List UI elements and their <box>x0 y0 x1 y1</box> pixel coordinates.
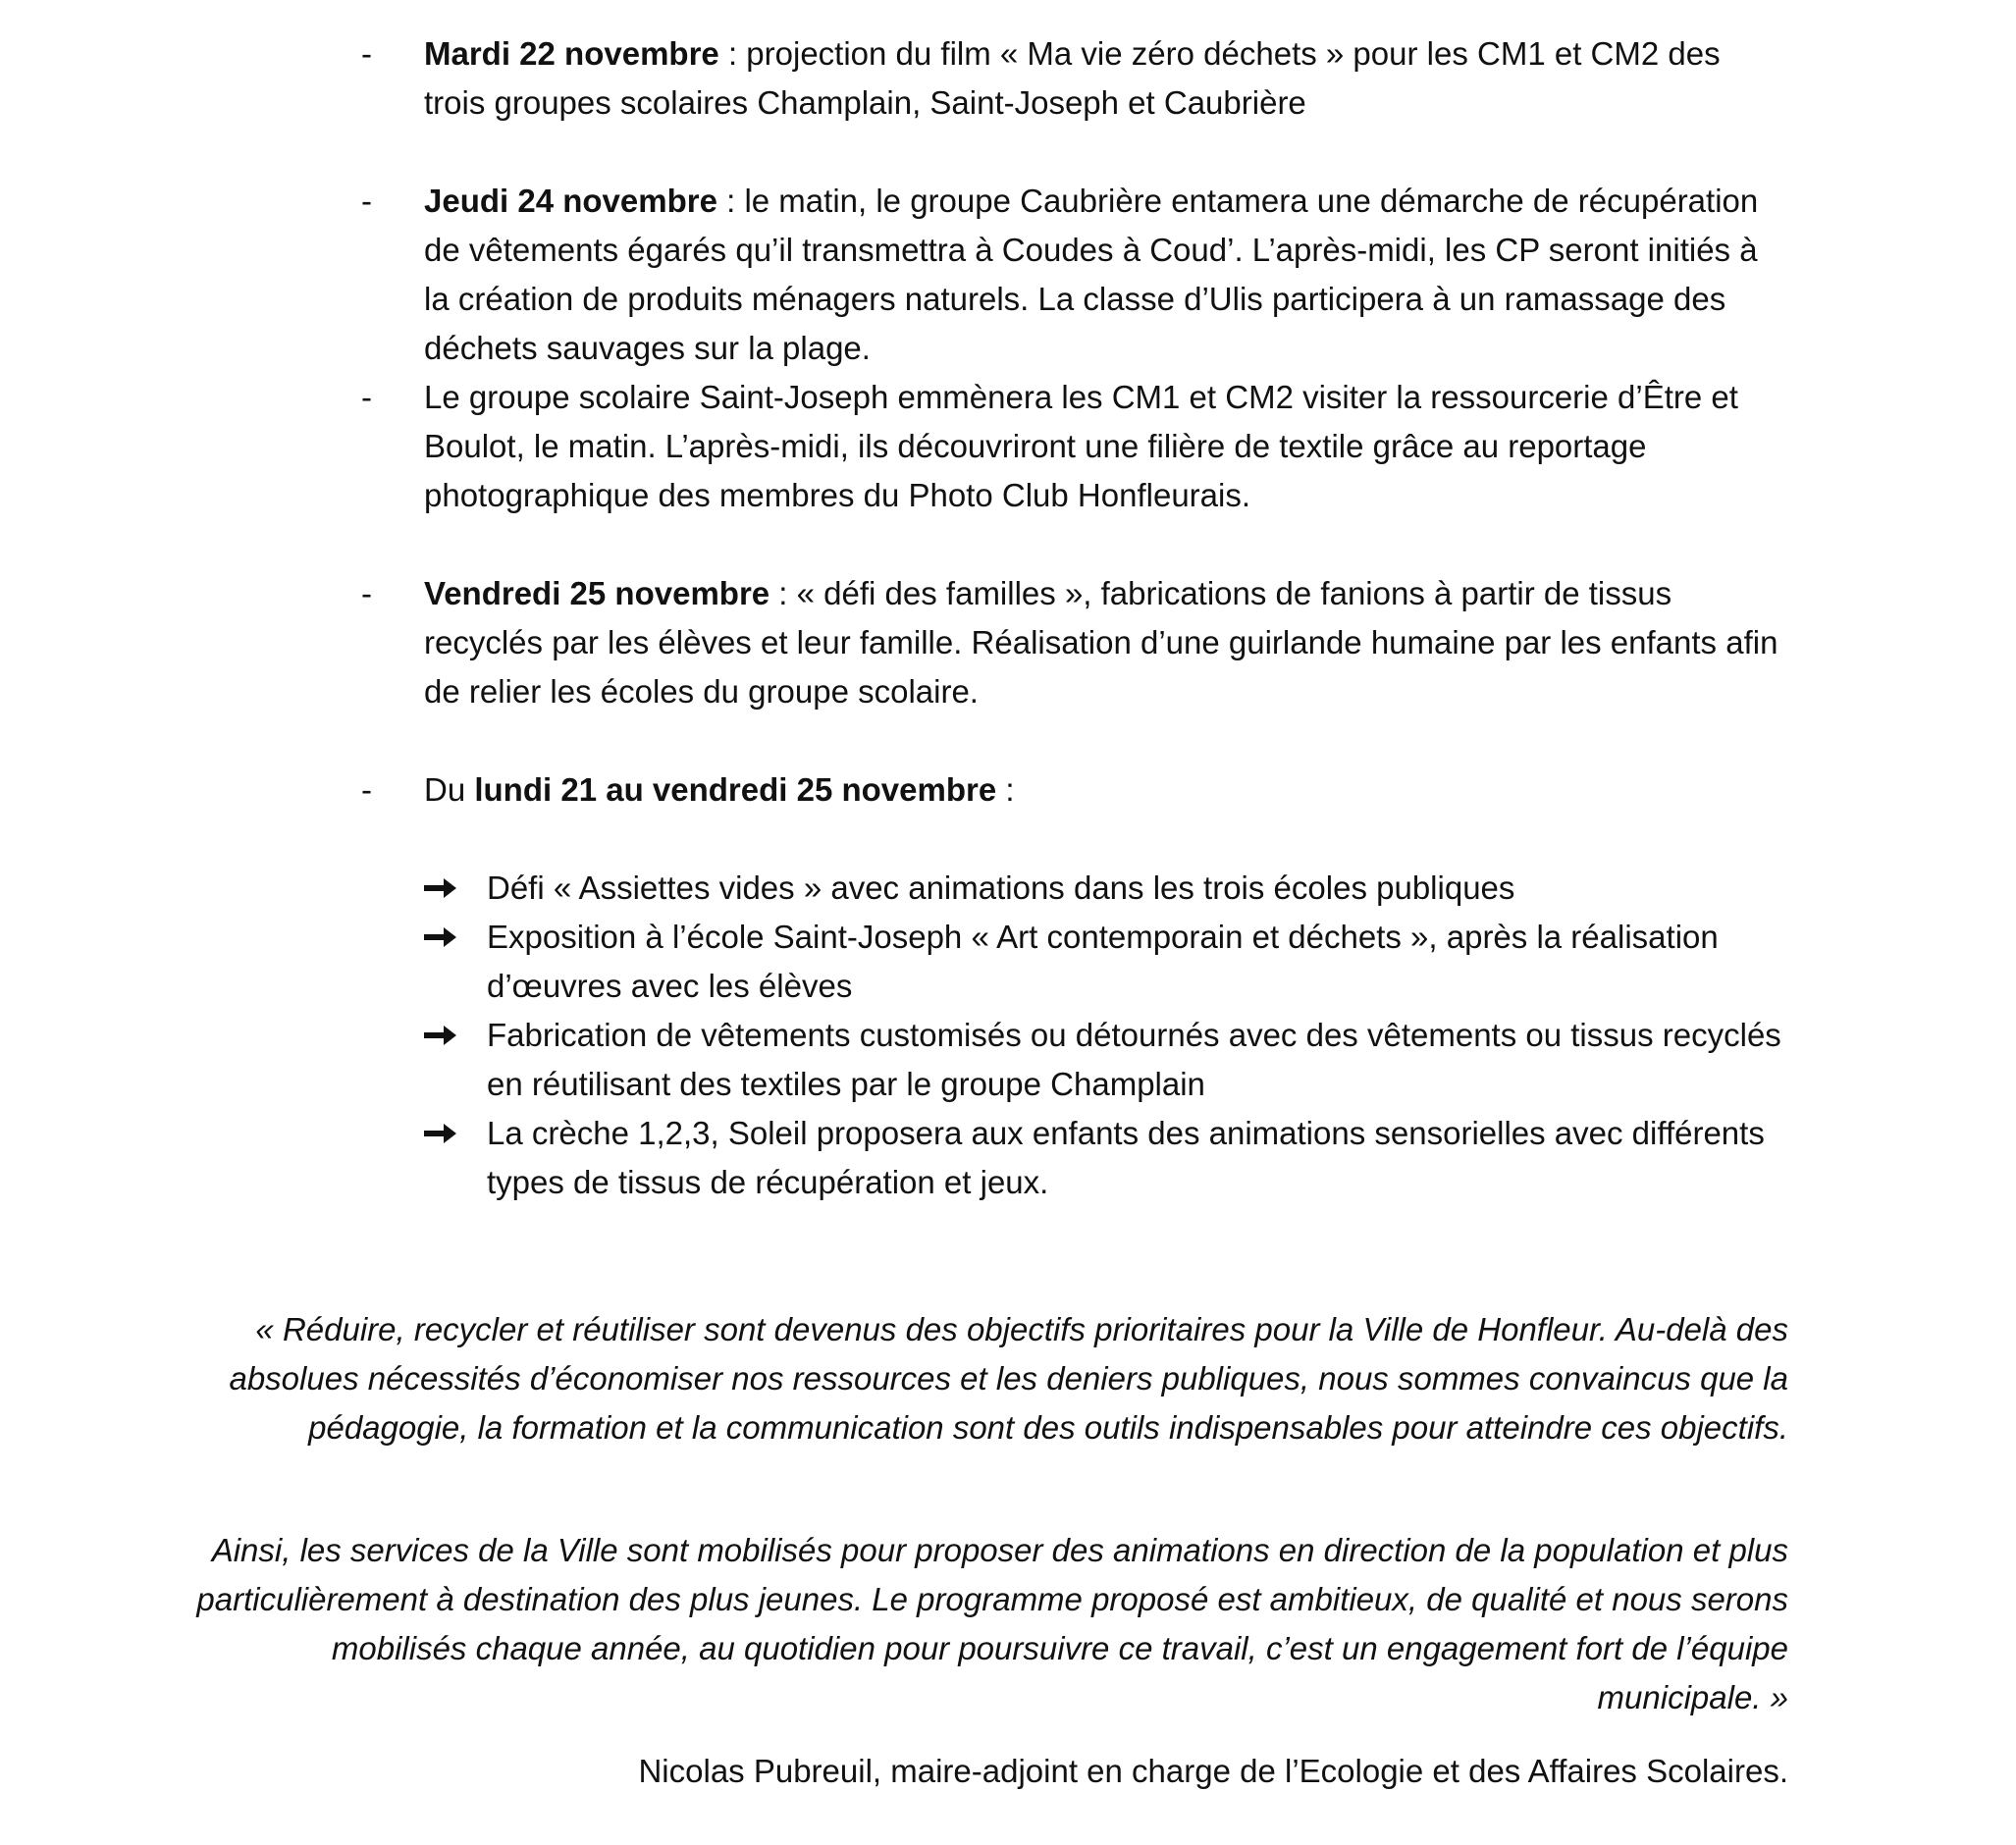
list-dash: - <box>361 771 372 808</box>
arrow-item-text: Fabrication de vêtements customisés ou détournés avec des vêtements ou tissus recyclés en réutilisant des textiles par le groupe Champlain <box>487 1017 1781 1102</box>
arrow-item <box>424 1011 1798 1109</box>
day-label: lundi 21 au vendredi 25 novembre <box>474 771 997 808</box>
quote-paragraph-1: « Réduire, recycler et réutiliser sont devenus des objectifs prioritaires pour la Ville de Honfleur. Au-delà des absolues nécessités d’économiser nos ressources et les deniers publiques, nous sommes convaincus que la pédagogie, la formation et la communication sont des outils indispensables pour atteindre ces objectifs. <box>229 1311 1788 1446</box>
arrow-item <box>424 913 1798 1011</box>
list-dash: - <box>361 183 372 219</box>
list-dash: - <box>361 35 372 72</box>
list-dash: - <box>361 575 372 611</box>
signature: Nicolas Pubreuil, maire-adjoint en charge de l’Ecologie et des Affaires Scolaires. <box>638 1753 1788 1789</box>
day-label: Mardi 22 novembre <box>424 35 719 72</box>
item-prefix: Du <box>424 771 475 808</box>
day-label: Vendredi 25 novembre <box>424 575 770 611</box>
arrow-item <box>424 1109 1798 1207</box>
right-arrow-icon <box>424 925 457 949</box>
list-item-saint-joseph <box>361 373 1784 520</box>
item-text: : projection du film « Ma vie zéro déchets » pour les CM1 et CM2 des trois groupes scolaires Champlain, Saint-Joseph et Caubrière <box>424 35 1721 121</box>
item-text: Le groupe scolaire Saint-Joseph emmènera les CM1 et CM2 visiter la ressourcerie d’Être et Boulot, le matin. L’après-midi, ils découvriront une filière de textile grâce au reportage photographique des membres du Photo Club Honfleurais. <box>424 379 1738 513</box>
list-item-vendredi <box>361 569 1784 716</box>
list-item-jeudi <box>361 177 1784 373</box>
spacer <box>361 128 1784 177</box>
spacer <box>361 716 1784 765</box>
arrow-item-text: Exposition à l’école Saint-Joseph « Art contemporain et déchets », après la réalisation d’œuvres avec les élèves <box>487 919 1719 1004</box>
arrow-item-text: La crèche 1,2,3, Soleil proposera aux enfants des animations sensorielles avec différents types de tissus de récupération et jeux. <box>487 1115 1765 1200</box>
item-text: : <box>996 771 1015 808</box>
item-text: : « défi des familles », fabrications de fanions à partir de tissus recyclés par les élèves et leur famille. Réalisation d’une guirlande humaine par les enfants afin de relier les écoles du groupe scolaire. <box>424 575 1778 710</box>
schedule-list <box>361 29 1784 815</box>
day-label: Jeudi 24 novembre <box>424 183 717 219</box>
list-dash: - <box>361 379 372 415</box>
arrow-list <box>424 864 1798 1207</box>
quote-paragraph-2: Ainsi, les services de la Ville sont mobilisés pour proposer des animations en direction de la population et plus particulièrement à destination des plus jeunes. Le programme proposé est ambitieux, de qualité et nous serons mobilisés chaque année, au quotidien pour poursuivre ce travail, c’est un engagement fort de l’équipe municipale. » <box>196 1532 1788 1715</box>
arrow-item-text: Défi « Assiettes vides » avec animations dans les trois écoles publiques <box>487 870 1515 906</box>
item-text: : le matin, le groupe Caubrière entamera une démarche de récupération de vêtements égarés qu’il transmettra à Coudes à Coud’. L’après-midi, les CP seront initiés à la création de produits ménagers naturels. La classe d’Ulis participera à un ramassage des déchets sauvages sur la plage. <box>424 183 1759 366</box>
arrow-item <box>424 864 1798 913</box>
right-arrow-icon <box>424 1024 457 1047</box>
right-arrow-icon <box>424 876 457 900</box>
list-item-week <box>361 765 1784 815</box>
right-arrow-icon <box>424 1122 457 1145</box>
spacer <box>361 520 1784 569</box>
list-item-mardi <box>361 29 1784 128</box>
